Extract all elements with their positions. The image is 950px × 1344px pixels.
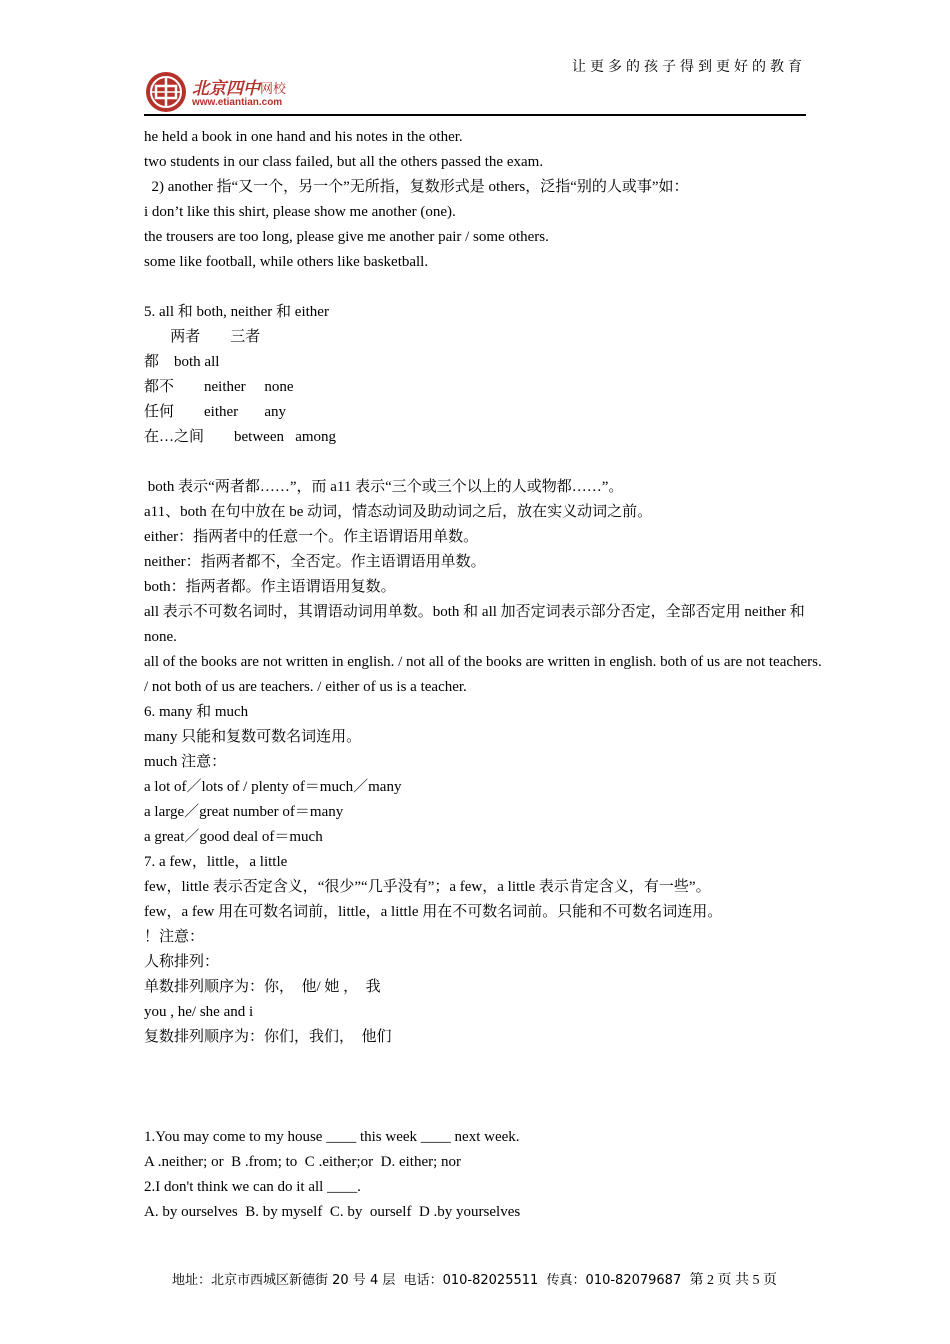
text-line: you , he/ she and i — [144, 1004, 254, 1020]
text-line: some like football, while others like basketball. — [144, 254, 429, 270]
text-line: a large／great number of＝many — [144, 804, 344, 820]
text-line: A .neither; or B .from; to C .either;or D. either; nor — [144, 1154, 462, 1170]
text-line: A. by ourselves B. by myself C. by ourself D .by yourselves — [144, 1204, 521, 1220]
text-line — [144, 1050, 824, 1075]
logo-name: 北京四中 — [192, 79, 260, 99]
logo-subtitle: 网校 — [260, 82, 287, 97]
footer — [172, 1269, 777, 1289]
text-line: much 注意： — [144, 754, 227, 770]
text-line: 1.You may come to my house ____ this week ____ next week. — [144, 1129, 520, 1145]
text-line: 6. many 和 much — [144, 704, 249, 720]
logo-emblem-icon — [144, 70, 190, 114]
text-line: many 只能和复数可数名词连用。 — [144, 729, 362, 745]
text-line: 任何 either any — [144, 404, 287, 420]
text-line: the trousers are too long, please give me another pair / some others. — [144, 229, 549, 245]
text-line: 7. a few，little，a little — [144, 854, 288, 870]
text-line: 人称排列： — [144, 954, 220, 970]
text-line: a great／good deal of＝much — [144, 829, 323, 845]
text-line: either：指两者中的任意一个。作主语谓语用单数。 — [144, 529, 479, 545]
text-line: 单数排列顺序为：你， 他/ 她 ， 我 — [144, 979, 381, 995]
document-body — [144, 125, 824, 1225]
text-line: all of the books are not written in english. / not all of the books are written in english. both of us are not teachers. / not both of us are teachers. / either of us is a teacher. — [144, 654, 822, 695]
logo-url: www.etiantian.com — [192, 97, 283, 108]
text-line: a lot of／lots of / plenty of＝much／many — [144, 779, 402, 795]
text-line: 5. all 和 both, neither 和 either — [144, 304, 329, 320]
text-line: a11、both 在句中放在 be 动词，情态动词及助动词之后，放在实义动词之前。 — [144, 504, 653, 520]
text-line: he held a book in one hand and his notes in the other. — [144, 129, 463, 145]
text-line: all 表示不可数名词时，其谓语动词用单数。both 和 all 加否定词表示部分否定，全部否定用 neither 和 none. — [144, 604, 805, 645]
text-line: both：指两者都。作主语谓语用复数。 — [144, 579, 396, 595]
text-line: few，a few 用在可数名词前，little，a little 用在不可数名词前。只能和不可数名词连用。 — [144, 904, 723, 920]
text-line: 2) another 指“又一个，另一个”无所指，复数形式是 others，泛指“别的人或事”如： — [144, 179, 689, 195]
text-line — [144, 450, 824, 475]
text-line: both 表示“两者都……”，而 a11 表示“三个或三个以上的人或物都……”。 — [144, 479, 624, 495]
text-line: ！注意： — [144, 929, 205, 945]
text-line: 都 both all — [144, 354, 220, 370]
text-line: 复数排列顺序为：你们，我们， 他们 — [144, 1029, 392, 1045]
text-line — [144, 1075, 824, 1100]
text-line: i don’t like this shirt, please show me another (one). — [144, 204, 456, 220]
text-line: neither：指两者都不，全否定。作主语谓语用单数。 — [144, 554, 486, 570]
text-line: two students in our class failed, but all the others passed the exam. — [144, 154, 544, 170]
header-slogan: 让更多的孩子得到更好的教育 — [572, 59, 806, 75]
text-line — [144, 275, 824, 300]
footer-address: 地址：北京市西城区新德街 20 号 4 层 电话：010-82025511 传真：010-82079687 — [172, 1273, 682, 1288]
text-line: 都不 neither none — [144, 379, 294, 395]
text-line: 在…之间 between among — [144, 429, 337, 445]
header-divider — [144, 114, 806, 116]
text-line: few，little 表示否定含义，“很少”“几乎没有”；a few，a little 表示肯定含义，有一些”。 — [144, 879, 711, 895]
page-number: 第 2 页 共 5 页 — [689, 1273, 777, 1288]
logo — [144, 70, 314, 114]
text-line — [144, 1100, 824, 1125]
text-line: 2.I don't think we can do it all ____. — [144, 1179, 361, 1195]
text-line: 两者 三者 — [144, 329, 261, 345]
